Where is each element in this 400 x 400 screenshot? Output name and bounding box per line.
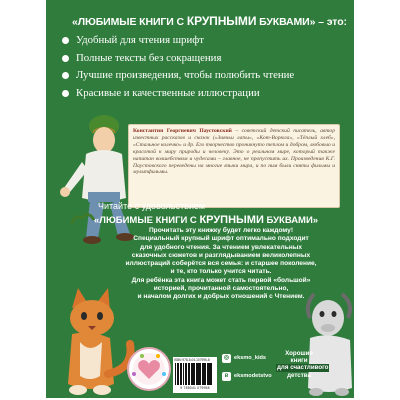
isbn-text: ISBN 978-5-04-107995-8 [174, 358, 210, 362]
series-title-suffix: БУКВАМИ» [263, 215, 319, 226]
slogan-line: для счастливого [277, 364, 329, 372]
description-line: сказочных сюжетов и разглядыванием великолепных [131, 251, 311, 259]
slogan-line: книги [290, 357, 308, 365]
author-name: Константин Георгиевич Паустовский [133, 128, 232, 134]
description-line: Специальный крупный шрифт оптимально подходит [133, 235, 309, 243]
feature-item: Красивые и качественные иллюстрации [56, 85, 346, 103]
feature-item: Лучшие произведения, чтобы полюбить чтение [56, 67, 346, 85]
slogan-line: детства [287, 371, 311, 379]
author-bio [128, 124, 340, 208]
barcode-number: 9 785041 079958 [180, 386, 210, 390]
round-badge-illustration [126, 346, 172, 392]
series-header-suffix: БУКВАМИ» – это: [256, 16, 347, 28]
description-line: для удобного чтения. За чтением увлекательных [139, 243, 303, 251]
social-links [222, 349, 276, 385]
slogan [276, 350, 329, 382]
series-title-prefix: «ЛЮБИМЫЕ КНИГИ С [94, 215, 200, 226]
slogan-line: Хорошие [285, 350, 313, 357]
feature-item: Полные тексты без сокращения [56, 50, 346, 68]
instagram-link[interactable] [222, 349, 276, 367]
instagram-icon: ◎ [223, 354, 230, 361]
description-line: Для ребёнка эта книга может стать первой «большой» [131, 276, 311, 284]
series-header-big: КРУПНЫМИ [186, 14, 257, 28]
book-back-cover [46, 0, 354, 398]
vk-icon: в [222, 372, 231, 381]
vk-handle: eksmodetstvo [234, 373, 272, 379]
barcode-panel [173, 357, 217, 393]
series-title [94, 214, 350, 226]
invite-line: Читайте с удовольствием [98, 201, 206, 211]
series-header [72, 14, 347, 28]
description-line: иллюстраций соберётся вся семья: и старшее поколение, [125, 260, 317, 268]
vk-link[interactable] [222, 367, 276, 385]
series-header-prefix: «ЛЮБИМЫЕ КНИГИ С [72, 16, 187, 28]
description-line: и те, кто только учится читать. [170, 268, 272, 276]
feature-item: Удобный для чтения шрифт [56, 32, 346, 50]
feature-list [56, 32, 346, 102]
series-title-big: КРУПНЫМИ [199, 214, 264, 226]
cat-illustration [50, 284, 136, 398]
description-line: историей, прочитанной самостоятельно, [153, 285, 289, 293]
instagram-handle: eksmo_kids [234, 355, 267, 361]
description-line: и началом долгих и добрых отношений с Чтением. [137, 293, 305, 301]
description-line: Прочитать эту книжку будет легко каждому! [148, 227, 294, 234]
author-bio-text: – советский детский писатель, автор известных рассказов и сказок («Заячьи лапы», «Кот-Ворюга», «Тёплый хлеб», «Стальное колечко» и др. Его творчество проникнуто теплом и добром, любовью и красотой к миру природы и человеку. Это о реальном мире, который также напитан волшебством и чудесами – главное, не пропустить их. Произведения К.Г. Паустовского переведены на многие языки мира, и по ним были сняты фильмы и мультфильмы. [133, 128, 335, 176]
barcode [175, 363, 215, 385]
